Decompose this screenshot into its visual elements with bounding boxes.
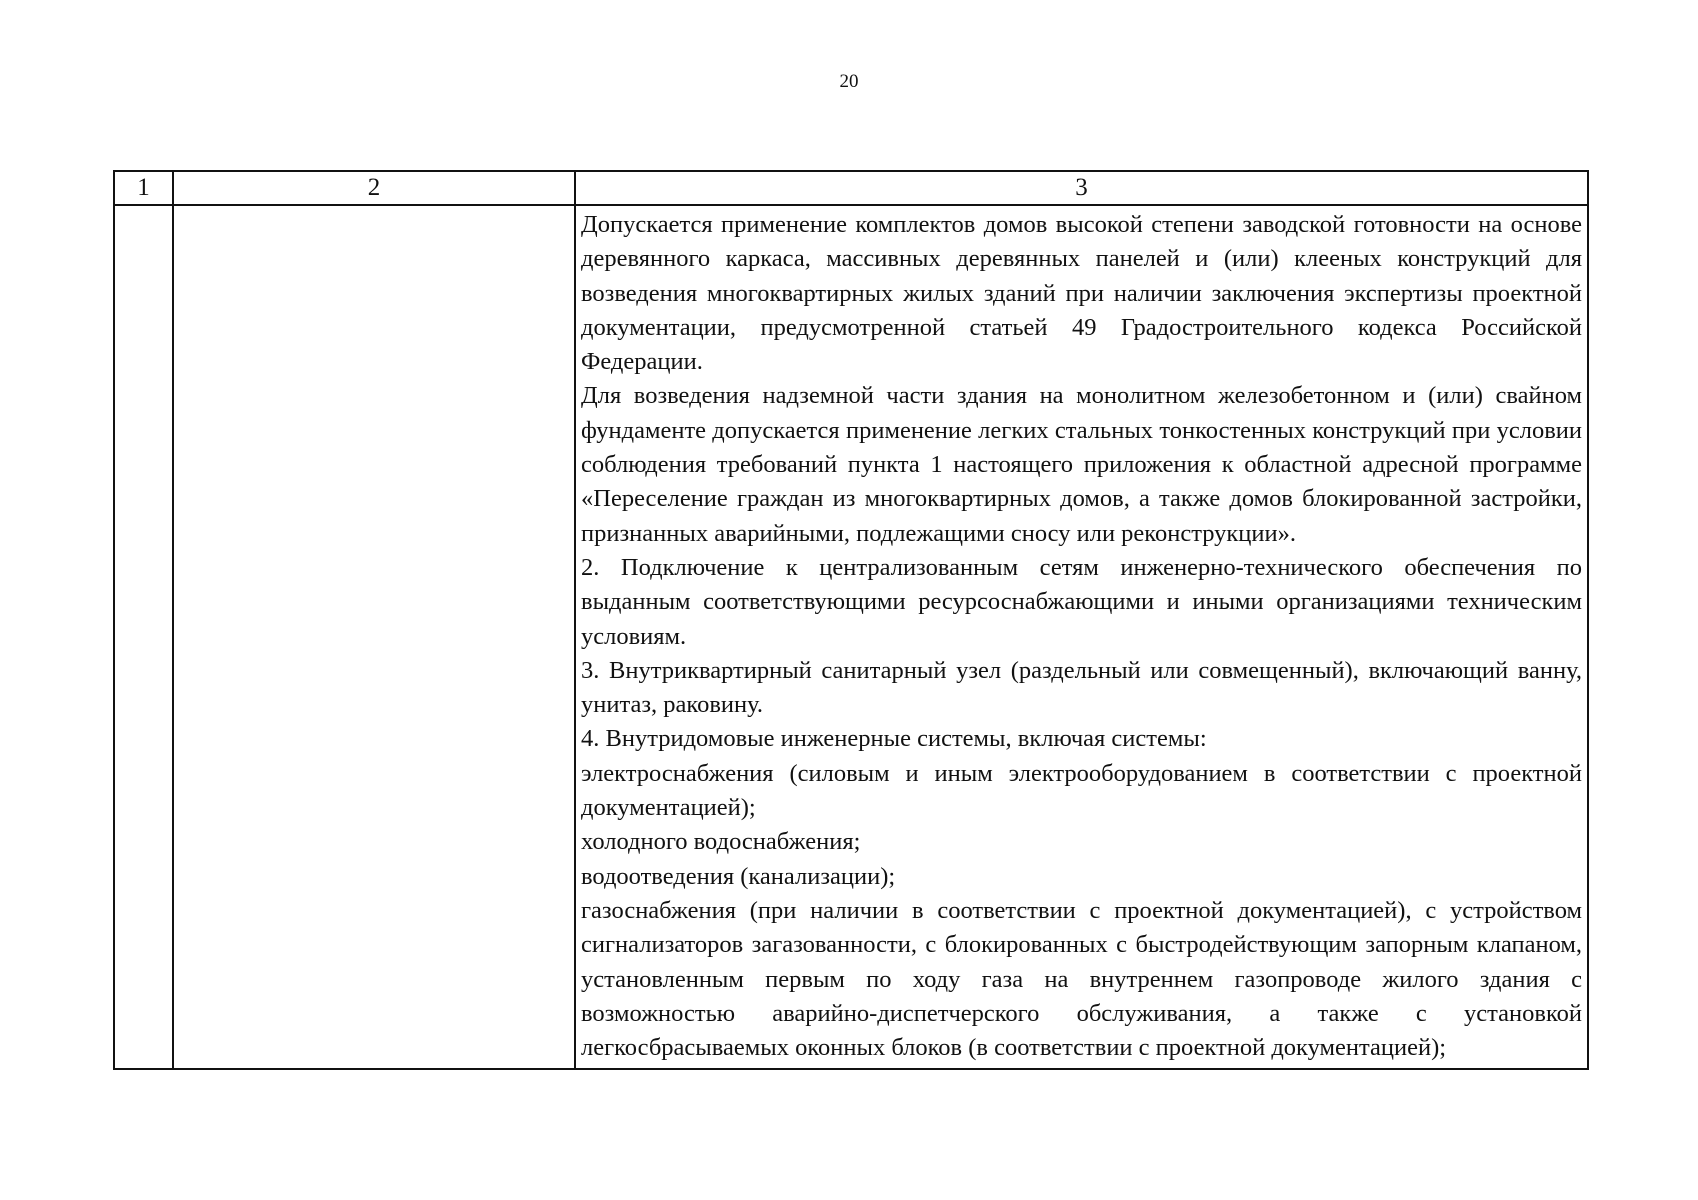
column-header-1: 1 bbox=[114, 171, 173, 205]
table-cell-col3 bbox=[575, 205, 1588, 1069]
paragraph-electricity: электроснабжения (силовым и иным электрооборудованием в соответствии с проектной документацией); bbox=[581, 759, 1582, 822]
paragraph-engineering-systems: 4. Внутридомовые инженерные системы, включая системы: bbox=[581, 725, 1207, 753]
paragraph-sewerage: водоотведения (канализации); bbox=[581, 862, 896, 890]
paragraph-prefab-houses: Допускается применение комплектов домов высокой степени заводской готовности на основе деревянного каркаса, массивных деревянных панелей и (или) клееных конструкций для возведения многоквартирных жилых зданий при наличии заключения экспертизы проектной документации, предусмотренной статьей 49 Градостроительного кодекса Российской Федерации. bbox=[581, 211, 1582, 376]
requirements-table bbox=[113, 170, 1589, 1070]
column-header-2: 2 bbox=[173, 171, 575, 205]
table-cell-col2 bbox=[173, 205, 575, 1069]
requirements-text bbox=[576, 206, 1587, 1068]
paragraph-utility-connection: 2. Подключение к централизованным сетям инженерно-технического обеспечения по выданным соответствующими ресурсоснабжающими и иными организациями техническим условиям. bbox=[581, 553, 1582, 650]
paragraph-steel-structures: Для возведения надземной части здания на монолитном железобетонном и (или) свайном фундаменте допускается применение легких стальных тонкостенных конструкций при условии соблюдения требований пункта 1 настоящего приложения к областной адресной программе «Переселение граждан из многоквартирных домов, а также домов блокированной застройки, признанных аварийными, подлежащими сносу или реконструкции». bbox=[581, 382, 1582, 547]
paragraph-sanitary-unit: 3. Внутриквартирный санитарный узел (раздельный или совмещенный), включающий ванну, унитаз, раковину. bbox=[581, 656, 1582, 719]
table-cell-col1 bbox=[114, 205, 173, 1069]
paragraph-gas-supply: газоснабжения (при наличии в соответствии с проектной документацией), с устройством сигнализаторов загазованности, с блокированных с быстродействующим запорным клапаном, установленным первым по ходу газа на внутреннем газопроводе жилого здания с возможностью аварийно-диспетчерского обслуживания, а также с установкой легкосбрасываемых оконных блоков (в соответствии с проектной документацией); bbox=[581, 896, 1582, 1062]
paragraph-cold-water: холодного водоснабжения; bbox=[581, 828, 861, 856]
page-number: 20 bbox=[839, 71, 859, 92]
table-row bbox=[114, 205, 1588, 1069]
table-header-row bbox=[114, 171, 1588, 205]
column-header-3: 3 bbox=[575, 171, 1588, 205]
